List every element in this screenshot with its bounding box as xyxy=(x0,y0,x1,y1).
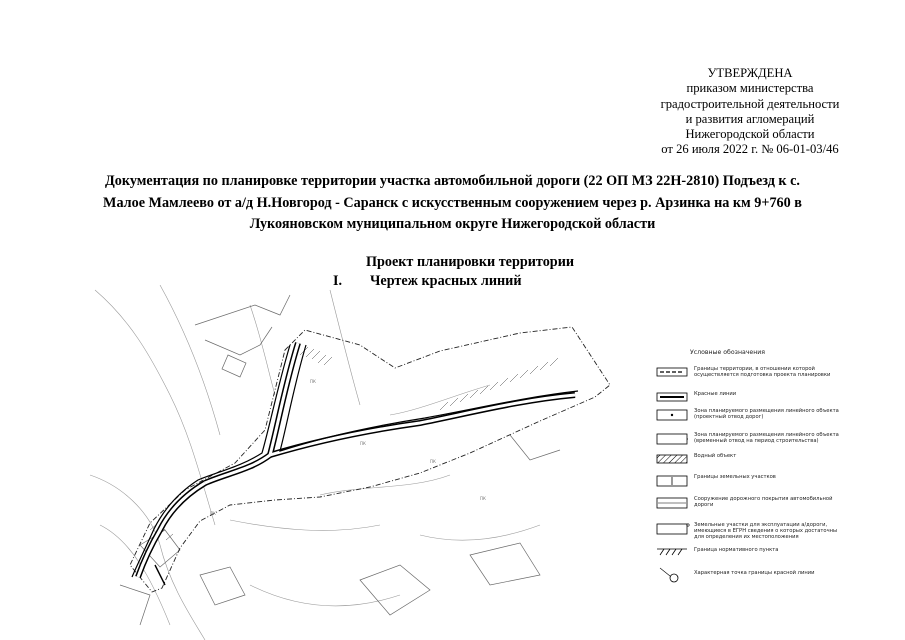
legend-text: Водный объект xyxy=(694,453,737,459)
legend-text: Земельные участки для эксплуатации а/дороги, имеющиеся в ЕГРН сведения о которых достаточны для определения их местоположения xyxy=(694,522,838,540)
approval-line: приказом министерства xyxy=(686,81,814,96)
section-title: Чертеж красных линий xyxy=(370,273,522,289)
road-section-icon xyxy=(656,496,688,510)
boundary-line-icon xyxy=(656,366,688,378)
approval-heading: УТВЕРЖДЕНА xyxy=(707,66,793,80)
project-title: Проект планировки территории xyxy=(365,254,575,270)
legend-text: Характерная точка границы красной линии xyxy=(694,570,815,576)
land-plot-icon xyxy=(656,522,690,536)
approval-line: от 26 июля 2022 г. № 06-01-03/46 xyxy=(661,142,839,157)
document-title-line: Документация по планировке территории участка автомобильной дороги (22 ОП МЗ 22Н-2810) Подъезд к с. xyxy=(105,173,800,189)
temporary-zone-icon xyxy=(656,432,688,446)
approval-line: Нижегородской области xyxy=(685,127,815,142)
legend-text: Красные линии xyxy=(694,391,737,397)
legend-text: Сооружение дорожного покрытия автомобильной дороги xyxy=(694,496,833,508)
planned-object-zone-icon xyxy=(656,408,688,422)
legend-text: Граница нормативного пункта xyxy=(694,547,779,553)
svg-text:ПК: ПК xyxy=(480,496,486,501)
red-lines-drawing xyxy=(0,285,640,640)
legend-text: Зона планируемого размещения линейного объекта (временный отвод на период строительства) xyxy=(694,432,839,444)
legend-text: Границы земельных участков xyxy=(694,474,776,480)
svg-text:ПК: ПК xyxy=(430,459,436,464)
approval-line: градостроительной деятельности xyxy=(660,96,840,111)
legend-title: Условные обозначения xyxy=(690,349,766,356)
legend-text: Границы территории, в отношении которой осуществляется подготовка проекта планировки xyxy=(694,366,831,378)
water-object-icon xyxy=(656,453,688,465)
terrain-contours xyxy=(90,285,540,640)
document-title-line: Лукояновском муниципальном округе Нижегородской области xyxy=(249,216,656,232)
section-number: I. xyxy=(333,273,343,289)
red-line xyxy=(132,345,578,577)
svg-text:ПК: ПК xyxy=(360,441,366,446)
parcel-boundaries xyxy=(120,295,560,625)
road-alignment xyxy=(138,343,575,585)
parcel-boundary-icon xyxy=(656,474,688,488)
svg-text:ПК: ПК xyxy=(310,379,316,384)
planning-boundary xyxy=(130,327,610,592)
approval-line: и развития агломераций xyxy=(685,111,815,126)
svg-text:ПК: ПК xyxy=(210,511,216,516)
document-title-line: Малое Мамлеево от а/д Н.Новгород - Саранск с искусственным сооружением через р. Арзинка на км 9+760 в xyxy=(103,194,802,211)
red-line-point-icon xyxy=(656,564,688,584)
document-title xyxy=(20,171,885,236)
red-line-icon xyxy=(656,391,688,403)
legend-text: Зона планируемого размещения линейного объекта (проектный отвод дорог) xyxy=(694,408,839,420)
hatched-boundary-icon xyxy=(656,547,688,557)
approval-block xyxy=(620,66,880,158)
